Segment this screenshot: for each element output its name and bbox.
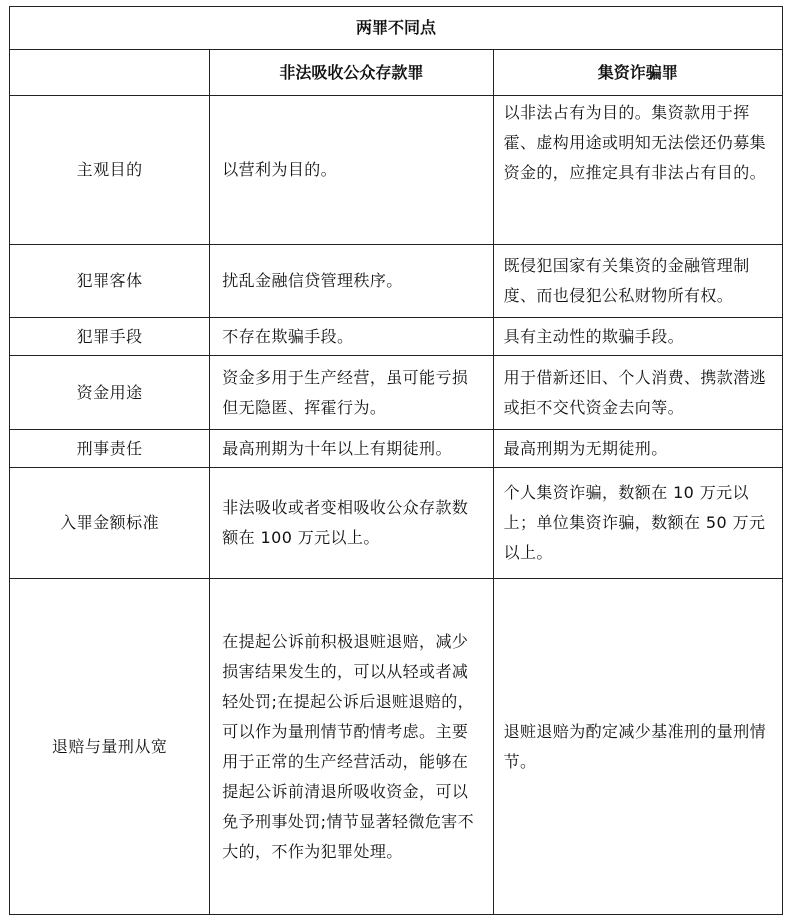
cell-fund-fraud [493, 318, 782, 356]
table-row [10, 356, 783, 430]
cell-text: 最高刑期为十年以上有期徒刑。 [222, 438, 452, 458]
cell-fund-fraud [493, 245, 782, 318]
cell-text: 扰乱金融信贷管理秩序。 [222, 271, 403, 290]
cell-illegal-deposit [210, 468, 493, 579]
header-illegal-deposit: 非法吸收公众存款罪 [210, 50, 493, 96]
table-row [10, 245, 783, 318]
row-label: 犯罪手段 [10, 318, 210, 356]
cell-text: 以营利为目的。 [222, 160, 338, 179]
header-empty [10, 50, 210, 96]
cell-text: 以非法占有为目的。集资款用于挥霍、虚构用途或明知无法偿还仍募集资金的，应推定具有非法占有目的。 [503, 103, 767, 182]
table-header-row [10, 50, 783, 96]
cell-fund-fraud [493, 430, 782, 468]
table-row [10, 579, 783, 915]
cell-illegal-deposit [210, 356, 493, 430]
cell-fund-fraud [493, 579, 782, 915]
cell-illegal-deposit [210, 430, 493, 468]
cell-text: 最高刑期为无期徒刑。 [503, 438, 668, 458]
row-label: 犯罪客体 [10, 245, 210, 318]
table-row [10, 96, 783, 245]
row-label: 资金用途 [10, 356, 210, 430]
row-label: 退赔与量刑从宽 [10, 579, 210, 915]
row-label: 主观目的 [10, 96, 210, 245]
cell-illegal-deposit [210, 318, 493, 356]
table-row [10, 430, 783, 468]
cell-text: 非法吸收或者变相吸收公众存款数额在 100 万元以上。 [222, 498, 469, 547]
cell-fund-fraud [493, 468, 782, 579]
table-row [10, 318, 783, 356]
cell-illegal-deposit [210, 96, 493, 245]
cell-fund-fraud [493, 356, 782, 430]
cell-text: 资金多用于生产经营，虽可能亏损但无隐匿、挥霍行为。 [222, 367, 469, 417]
table-row [10, 468, 783, 579]
cell-illegal-deposit [210, 245, 493, 318]
header-fund-fraud: 集资诈骗罪 [493, 50, 782, 96]
cell-text: 具有主动性的欺骗手段。 [503, 326, 685, 346]
cell-text: 退赃退赔为酌定减少基准刑的量刑情节。 [503, 721, 767, 771]
table-title: 两罪不同点 [10, 7, 783, 50]
cell-text: 不存在欺骗手段。 [222, 326, 354, 346]
cell-illegal-deposit [210, 579, 493, 915]
comparison-table [9, 6, 783, 915]
cell-text: 在提起公诉前积极退赃退赔，减少损害结果发生的，可以从轻或者减轻处罚;在提起公诉后退赃退赔的，可以作为量刑情节酌情考虑。主要用于正常的生产经营活动，能够在提起公诉前清退所吸收资金，可以免予刑事处罚;情节显著轻微危害不大的，不作为犯罪处理。 [222, 631, 475, 861]
row-label: 刑事责任 [10, 430, 210, 468]
cell-text: 既侵犯国家有关集资的金融管理制度、而也侵犯公私财物所有权。 [503, 256, 750, 305]
cell-text: 用于借新还旧、个人消费、携款潜逃或拒不交代资金去向等。 [503, 367, 767, 417]
cell-text: 个人集资诈骗，数额在 10 万元以上；单位集资诈骗，数额在 50 万元以上。 [503, 483, 766, 562]
table-title-row [10, 7, 783, 50]
row-label: 入罪金额标准 [10, 468, 210, 579]
cell-fund-fraud [493, 96, 782, 245]
